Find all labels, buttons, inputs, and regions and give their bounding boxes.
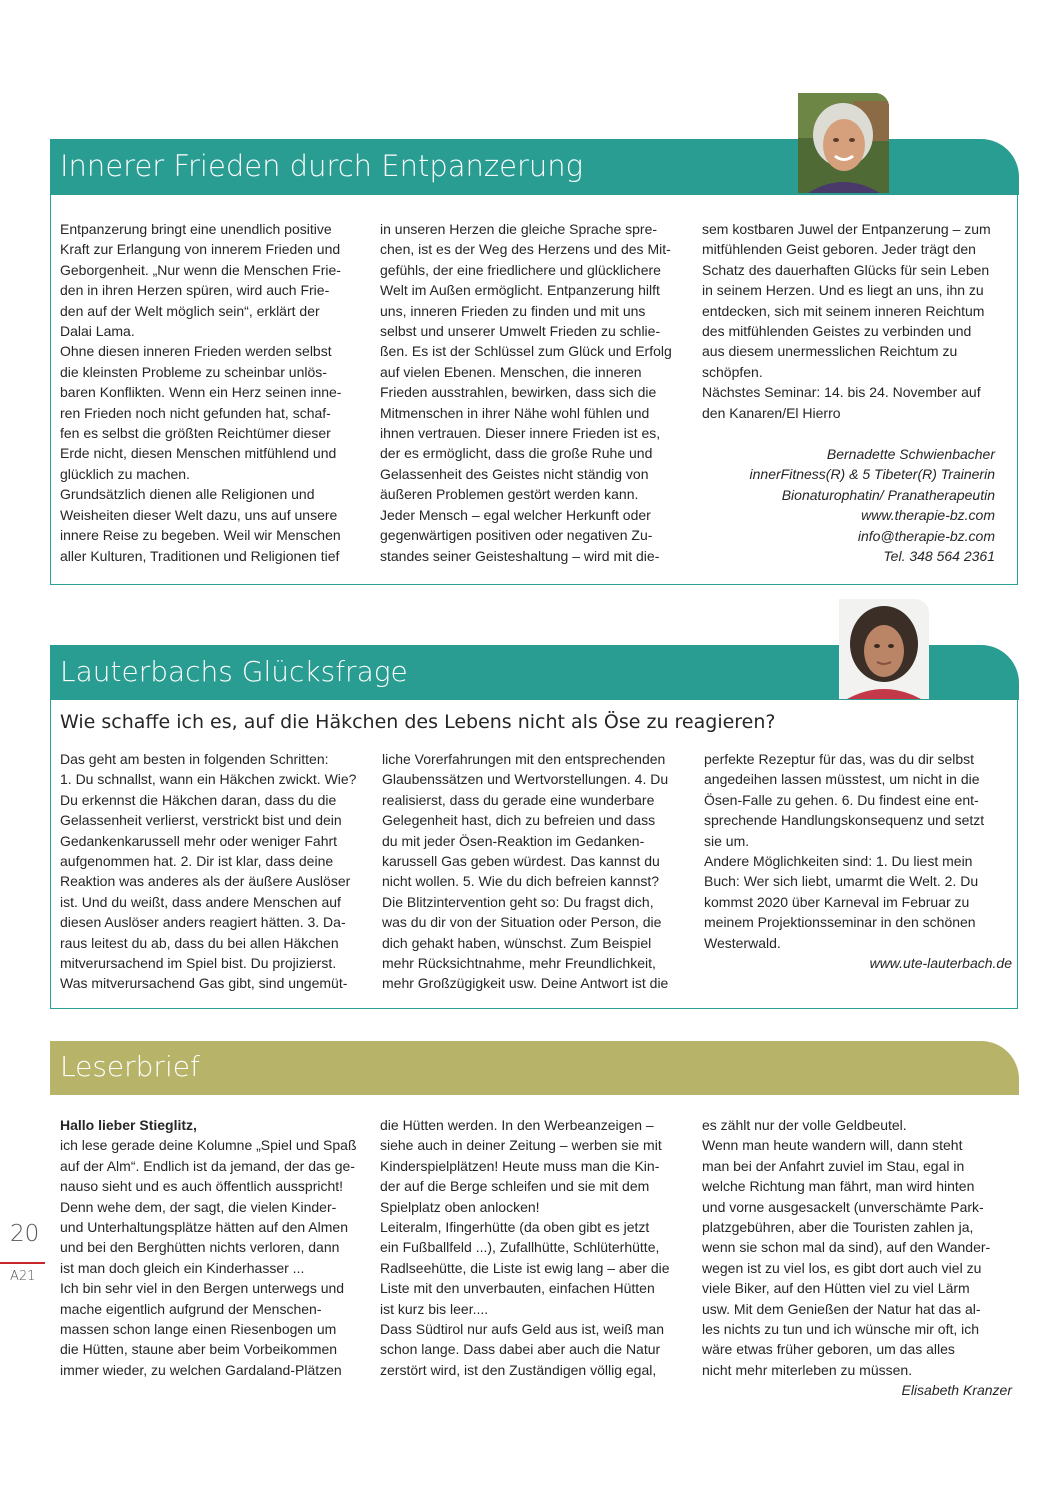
text-line: welche Richtung man fährt, man wird hinten: [702, 1178, 975, 1195]
article1-column-3: [702, 219, 1012, 423]
text-line: aufgenommen hat. 2. Dir ist klar, dass deine: [60, 853, 334, 870]
text-line: innere Reise zu begeben. Weil wir Menschen: [60, 527, 341, 544]
text-line: die Hütten, staune aber beim Vorbeikommen: [60, 1341, 338, 1358]
author-title: Bionaturophatin/ Pranatherapeutin: [781, 486, 995, 503]
article2-column-1: [60, 749, 385, 994]
author-phone: Tel. 348 564 2361: [883, 548, 995, 565]
author-name: Elisabeth Kranzer: [901, 1382, 1012, 1399]
text-line: Kinderspielplätzen! Heute muss man die Kin-: [380, 1157, 660, 1174]
text-line: der es ermöglicht, dass die große Ruhe und: [380, 445, 653, 462]
text-line: sem kostbaren Juwel der Entpanzerung – zum: [702, 221, 991, 237]
text-line: und vorne ausgesackelt (unverschämte Park-: [702, 1198, 984, 1215]
author-email: info@therapie-bz.com: [857, 527, 995, 544]
text-line: Andere Möglichkeiten sind: 1. Du liest mein: [704, 853, 973, 870]
text-line: äußeren Problemen gestört werden kann.: [380, 486, 639, 503]
page-code: A21: [10, 1269, 36, 1284]
text-line: Weisheiten dieser Welt dazu, uns auf unsere: [60, 506, 338, 523]
author-photo-lauterbach: [839, 599, 929, 699]
text-line: wenn sie schon mal da sind), auf den Wander-: [702, 1239, 991, 1256]
text-line: Welt im Außen ermöglicht. Entpanzerung hilft: [380, 282, 660, 299]
text-line: nicht wollen. 5. Wie du dich befreien kannst?: [382, 873, 660, 890]
article3-banner: [50, 1041, 1019, 1095]
text-line: Gelassenheit verlierst, verstrickt bist und dein: [60, 812, 342, 829]
text-line: gefühls, der eine friedlichere und glücklichere: [380, 261, 661, 278]
text-line: auf vielen Ebenen. Menschen, die inneren: [380, 363, 642, 380]
text-line: Denn wehe dem, der sagt, die vielen Kinder-: [60, 1198, 337, 1215]
text-line: ein Fußballfeld ...), Zufallhütte, Schlüterhütte,: [380, 1239, 660, 1256]
text-line: der auf die Berge schleifen und sie mit dem: [380, 1178, 650, 1195]
text-line: wäre etwas früher geboren, um das alles: [702, 1341, 955, 1358]
text-line: entdecken, sich mit seinem inneren Reichtum: [702, 302, 985, 319]
text-line: 1. Du schnallst, wann ein Häkchen zwickt. Wie?: [60, 771, 357, 788]
text-line: Jeder Mensch – egal welcher Herkunft oder: [380, 506, 651, 523]
article3-column-3: [702, 1115, 1012, 1401]
text-line: mitverursachend im Spiel bist. Du projizierst.: [60, 955, 337, 972]
article1-signature: [702, 444, 995, 566]
text-line: baren Konflikten. Wenn ein Herz seinen inne-: [60, 384, 342, 401]
text-line: meinem Projektionsseminar in den schönen: [704, 914, 976, 931]
text-line: zerstört wird, ist den Zuständigen völlig egal,: [380, 1361, 657, 1378]
text-line: mache eigentlich aufgrund der Menschen-: [60, 1300, 322, 1317]
text-line: les nichts zu tun und ich wünsche mir oft, ich: [702, 1321, 980, 1338]
article1-title: Innerer Frieden durch Entpanzerung: [60, 149, 584, 183]
text-line: realisierst, dass du gerade eine wunderbare: [382, 791, 655, 808]
text-line: mitfühlenden Geist geboren. Jeder trägt den: [702, 241, 976, 258]
text-line: was du dir von der Situation oder Person, die: [382, 914, 662, 931]
text-line: in seinem Herzen. Und es liegt an uns, ihn zu: [702, 282, 984, 299]
text-line: diesen Auslöser anders reagiert hätten. 3. Da-: [60, 914, 346, 931]
text-line: auf der Alm“. Endlich ist da jemand, der das ge-: [60, 1157, 355, 1174]
text-line: und bei den Berghütten nichts verloren, dann: [60, 1239, 340, 1256]
text-line: massen schon lange einen Riesenbogen um: [60, 1321, 337, 1338]
text-line: schöpfen.: [702, 363, 763, 380]
article2-subtitle: Wie schaffe ich es, auf die Häkchen des Lebens nicht als Öse zu reagieren?: [60, 711, 776, 733]
text-line: ren Frieden noch nicht gefunden hat, schaf-: [60, 404, 331, 421]
text-line: Nächstes Seminar: 14. bis 24. November auf: [702, 384, 981, 401]
article1-column-1: [60, 219, 380, 566]
text-line: selbst und unserer Umwelt Frieden zu schlie-: [380, 323, 661, 340]
page-number: 20: [10, 1221, 40, 1247]
text-line: ßen. Es ist der Schlüssel zum Glück und Erfolg: [380, 343, 672, 360]
author-photo-schwienbacher: [798, 93, 889, 193]
text-line: ich lese gerade deine Kolumne „Spiel und Spaß: [60, 1137, 357, 1154]
text-line: mehr Großzügigkeit usw. Deine Antwort ist die: [382, 975, 669, 992]
text-line: mehr Rücksichtnahme, mehr Freundlichkeit,: [382, 955, 656, 972]
text-line: Geborgenheit. „Nur wenn die Menschen Frie-: [60, 261, 341, 278]
text-line: Spielplatz oben anlocken!: [380, 1198, 540, 1215]
text-line: angedeihen lassen müsstest, um nicht in die: [704, 771, 980, 788]
text-line: Buch: Wer sich liebt, umarmt die Welt. 2. Du: [704, 873, 979, 890]
text-line: perfekte Rezeptur für das, was du dir selbst: [704, 751, 975, 767]
text-line: Radlseehütte, die Liste ist ewig lang – aber die: [380, 1259, 670, 1276]
text-line: dich gehakt haben, wünschst. Zum Beispiel: [382, 934, 652, 951]
text-line: Reaktion was anderes als der äußere Auslöser: [60, 873, 351, 890]
text-line: usw. Mit dem Genießen der Natur hat das al-: [702, 1300, 981, 1317]
author-title: innerFitness(R) & 5 Tibeter(R) Trainerin: [749, 466, 995, 483]
text-line: des mitfühlenden Geistes zu verbinden und: [702, 323, 972, 340]
text-line: sprechende Handlungskonsequenz und setzt: [704, 812, 985, 829]
text-line: Dalai Lama.: [60, 323, 135, 340]
text-line: chen, ist es der Weg des Herzens und des Mit-: [380, 241, 671, 258]
author-website: www.therapie-bz.com: [861, 507, 995, 524]
letter-greeting: Hallo lieber Stieglitz,: [60, 1117, 197, 1133]
text-line: schon lange. Dass dabei aber auch die Natur: [380, 1341, 661, 1358]
article-gluecksfrage: [50, 599, 1019, 1009]
text-line: viele Biker, auf den Hütten viel zu viel Lärm: [702, 1280, 970, 1297]
article3-title: Leserbrief: [60, 1050, 200, 1083]
text-line: die Hütten werden. In den Werbeanzeigen –: [380, 1117, 654, 1133]
text-line: Entpanzerung bringt eine unendlich positive: [60, 221, 332, 237]
text-line: und Unterhaltungsplätze hätten auf den Almen: [60, 1219, 348, 1236]
text-line: standes seiner Geisteshaltung – wird mit die-: [380, 547, 660, 564]
text-line: du mit jeder Ösen-Reaktion im Gedanken-: [382, 832, 645, 849]
text-line: Schatz des dauerhaften Glücks für sein Leben: [702, 261, 990, 278]
text-line: ist kurz bis leer....: [380, 1300, 489, 1317]
text-line: Erde nicht, diesen Menschen mitfühlend und: [60, 445, 337, 462]
text-line: den Kanaren/El Hierro: [702, 404, 841, 421]
text-line: raus leitest du ab, dass du bei allen Häkchen: [60, 934, 339, 951]
text-line: sie um.: [704, 832, 750, 849]
text-line: Die Blitzintervention geht so: Du fragst dich,: [382, 893, 654, 910]
article3-column-1: [60, 1115, 382, 1380]
text-line: Dass Südtirol nur aufs Geld aus ist, weiß man: [380, 1321, 665, 1338]
text-line: Ohne diesen inneren Frieden werden selbst: [60, 343, 332, 360]
text-line: nauso sieht und es auch öffentlich ausspricht!: [60, 1178, 344, 1195]
text-line: Frieden ausstrahlen, bewirken, dass sich die: [380, 384, 657, 401]
text-line: Kraft zur Erlangung von innerem Frieden und: [60, 241, 341, 258]
text-line: den auf der Welt möglich sein“, erklärt der: [60, 302, 320, 319]
text-line: Du erkennst die Häkchen daran, dass du die: [60, 791, 337, 808]
text-line: Das geht am besten in folgenden Schritten:: [60, 751, 329, 767]
text-line: kommst 2020 über Karneval im Februar zu: [704, 893, 970, 910]
text-line: Leiteralm, Ifingerhütte (da oben gibt es jetzt: [380, 1219, 650, 1236]
text-line: ist. Und du weißt, dass andere Menschen auf: [60, 893, 341, 910]
text-line: Gelassenheit des Geistes nicht ständig von: [380, 465, 649, 482]
text-line: es zählt nur der volle Geldbeutel.: [702, 1117, 907, 1133]
text-line: die kleinsten Probleme zu scheinbar unlös-: [60, 363, 327, 380]
text-line: wegen ist zu viel los, es gibt dort auch viel zu: [702, 1259, 982, 1276]
text-line: aller Kulturen, Traditionen und Religionen tief: [60, 547, 340, 564]
text-line: Wenn man heute wandern will, dann steht: [702, 1137, 963, 1154]
text-line: Glaubenssätzen und Wertvorstellungen. 4. Du: [382, 771, 669, 788]
text-line: liche Vorerfahrungen mit den entsprechenden: [382, 751, 666, 767]
text-line: karussell Gas geben würdest. Das kannst du: [382, 853, 660, 870]
author-name: Bernadette Schwienbacher: [826, 446, 995, 462]
text-line: Gelegenheit hast, dich zu befreien und dass: [382, 812, 656, 829]
text-line: Grundsätzlich dienen alle Religionen und: [60, 486, 315, 503]
text-line: platzgebühren, aber die Touristen zahlen ja,: [702, 1219, 974, 1236]
article1-column-2: [380, 219, 700, 566]
text-line: man bei der Anfahrt zuviel im Stau, egal in: [702, 1157, 965, 1174]
text-line: den in ihren Herzen spüren, wird auch Frie-: [60, 282, 330, 299]
article3-column-2: [380, 1115, 702, 1380]
text-line: uns, inneren Frieden zu finden und mit uns: [380, 302, 646, 319]
article2-column-2: [382, 749, 704, 994]
text-line: Ösen-Falle zu gehen. 6. Du findest eine ent-: [704, 791, 979, 808]
text-line: gegenwärtigen positiven oder negativen Zu-: [380, 527, 653, 544]
text-line: aus diesem unermesslichen Reichtum zu: [702, 343, 958, 360]
text-line: glücklich zu machen.: [60, 465, 190, 482]
author-website: www.ute-lauterbach.de: [869, 955, 1012, 972]
text-line: siehe auch in deiner Zeitung – werben sie mit: [380, 1137, 662, 1154]
text-line: Ich bin sehr viel in den Bergen unterwegs und: [60, 1280, 345, 1297]
text-line: Gedankenkarussell mehr oder weniger Fahrt: [60, 832, 338, 849]
article2-column-3: [704, 749, 1014, 973]
text-line: nicht mehr miterleben zu müssen.: [702, 1361, 913, 1378]
text-line: Liste mit den unverbauten, einfachen Hütten: [380, 1280, 655, 1297]
page-number-divider: [0, 1262, 45, 1264]
text-line: ihnen vertrauen. Dieser innere Frieden ist es,: [380, 425, 661, 442]
article2-title: Lauterbachs Glücksfrage: [60, 655, 408, 688]
text-line: fen es selbst die größten Reichtümer dieser: [60, 425, 331, 442]
text-line: Westerwald.: [704, 934, 781, 951]
article-leserbrief: [50, 1041, 1019, 1399]
text-line: immer wieder, zu welchen Gardaland-Plätzen: [60, 1361, 342, 1378]
text-line: Mitmenschen in ihrer Nähe wohl fühlen und: [380, 404, 650, 421]
text-line: Was mitverursachend Gas gibt, sind ungemüt-: [60, 975, 348, 992]
text-line: in unseren Herzen die gleiche Sprache spre-: [380, 221, 658, 237]
text-line: ist man doch gleich ein Kinderhasser ...: [60, 1259, 305, 1276]
article-entpanzerung: [50, 93, 1019, 585]
